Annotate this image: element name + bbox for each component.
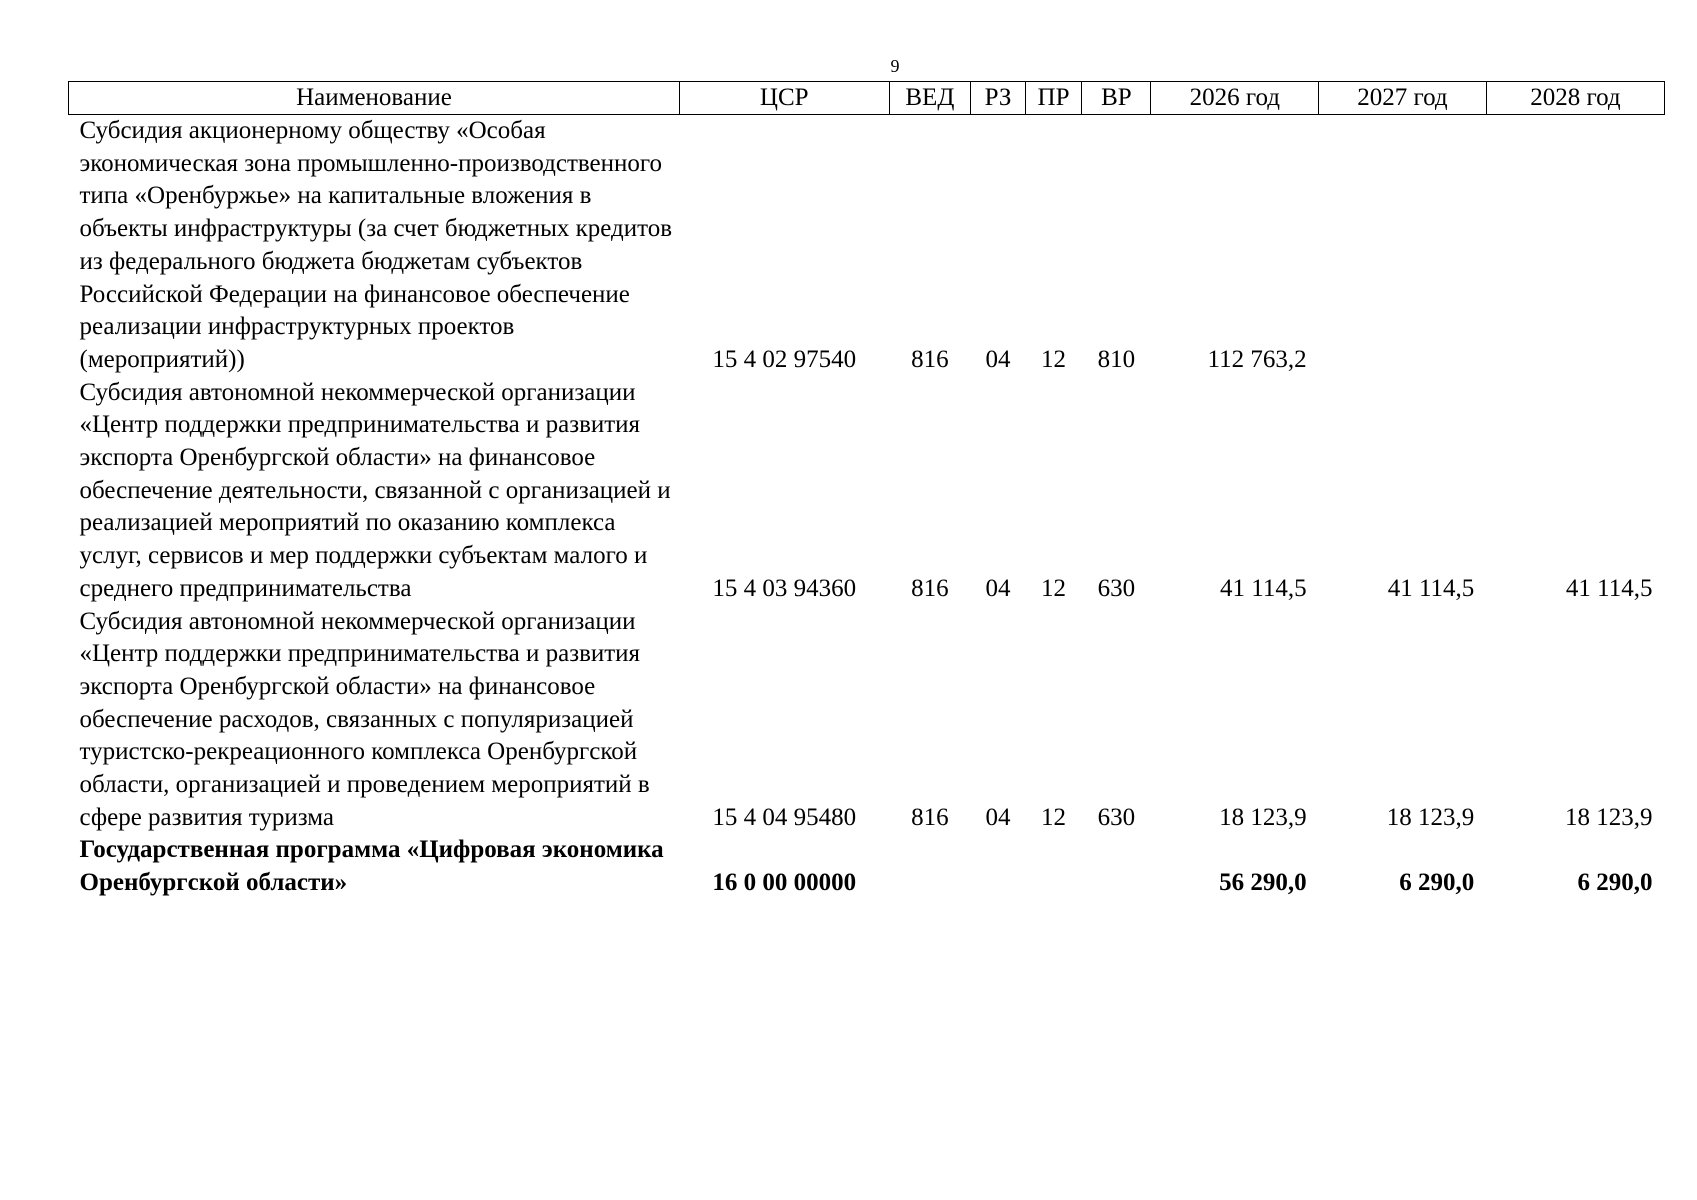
row-name: Субсидия автономной некоммерческой организации «Центр поддержки предпринимательства и развития экспорта Оренбургской области» на финансовое обеспечение деятельности, связанной с организацией и реализацией мероприятий по оказанию комплекса услуг, сервисов и мер поддержки субъектам малого и среднего предпринимательства [79, 378, 671, 602]
row-pr: 12 [1041, 345, 1067, 373]
header-vr: ВР [1082, 82, 1151, 115]
row-vr [1082, 834, 1151, 899]
header-ved: ВЕД [889, 82, 971, 115]
row-2026: 112 763,2 [1207, 345, 1307, 373]
row-2028 [1486, 115, 1664, 377]
row-2028: 18 123,9 [1565, 803, 1653, 831]
row-ved [889, 834, 971, 899]
row-2027: 18 123,9 [1386, 803, 1475, 831]
row-ved: 816 [911, 574, 949, 602]
table-row [69, 606, 1665, 835]
row-2026: 56 290,0 [1219, 869, 1307, 897]
row-vr: 630 [1097, 574, 1136, 602]
row-2027: 6 290,0 [1399, 869, 1475, 897]
header-name: Наименование [69, 82, 680, 115]
header-pr: ПР [1025, 82, 1082, 115]
table-header [69, 82, 1665, 115]
row-name: Субсидия автономной некоммерческой организации «Центр поддержки предпринимательства и развития экспорта Оренбургской области» на финансовое обеспечение расходов, связанных с популяризацией туристско-рекреационного комплекса Оренбургской области, организацией и проведением мероприятий в сфере развития туризма [79, 607, 650, 831]
row-csr: 15 4 02 97540 [712, 345, 857, 373]
table-body [69, 115, 1665, 900]
budget-table [68, 81, 1665, 900]
table-row [69, 377, 1665, 606]
row-2027 [1319, 115, 1487, 377]
row-2028: 41 114,5 [1565, 574, 1653, 602]
row-pr: 12 [1041, 803, 1067, 831]
row-rz: 04 [985, 574, 1011, 602]
table-row [69, 115, 1665, 377]
header-2028: 2028 год [1486, 82, 1664, 115]
page-number: 9 [890, 56, 900, 76]
row-pr [1025, 834, 1082, 899]
header-rz: РЗ [971, 82, 1025, 115]
row-csr: 15 4 03 94360 [712, 574, 857, 602]
row-vr: 810 [1097, 345, 1136, 373]
header-2027: 2027 год [1319, 82, 1487, 115]
row-rz [971, 834, 1025, 899]
row-ved: 816 [911, 345, 949, 373]
row-ved: 816 [911, 803, 949, 831]
row-csr: 15 4 04 95480 [712, 803, 857, 831]
row-csr: 16 0 00 00000 [712, 869, 857, 897]
program-total-row [69, 834, 1665, 899]
header-row [69, 82, 1665, 115]
row-2027: 41 114,5 [1387, 574, 1475, 602]
header-2026: 2026 год [1151, 82, 1319, 115]
row-name: Субсидия акционерному обществу «Особая экономическая зона промышленно-производственного типа «Оренбуржье» на капитальные вложения в объекты инфраструктуры (за счет бюджетных кредитов из федерального бюджета бюджетам субъектов Российской Федерации на финансовое обеспечение реализации инфраструктурных проектов (мероприятий)) [79, 117, 673, 373]
row-2026: 18 123,9 [1219, 803, 1307, 831]
row-rz: 04 [985, 345, 1011, 373]
header-csr: ЦСР [679, 82, 889, 115]
row-vr: 630 [1097, 803, 1136, 831]
row-2028: 6 290,0 [1577, 869, 1653, 897]
row-name: Государственная программа «Цифровая экономика Оренбургской области» [79, 836, 664, 897]
row-pr: 12 [1041, 574, 1067, 602]
row-rz: 04 [985, 803, 1011, 831]
row-2026: 41 114,5 [1220, 574, 1307, 602]
